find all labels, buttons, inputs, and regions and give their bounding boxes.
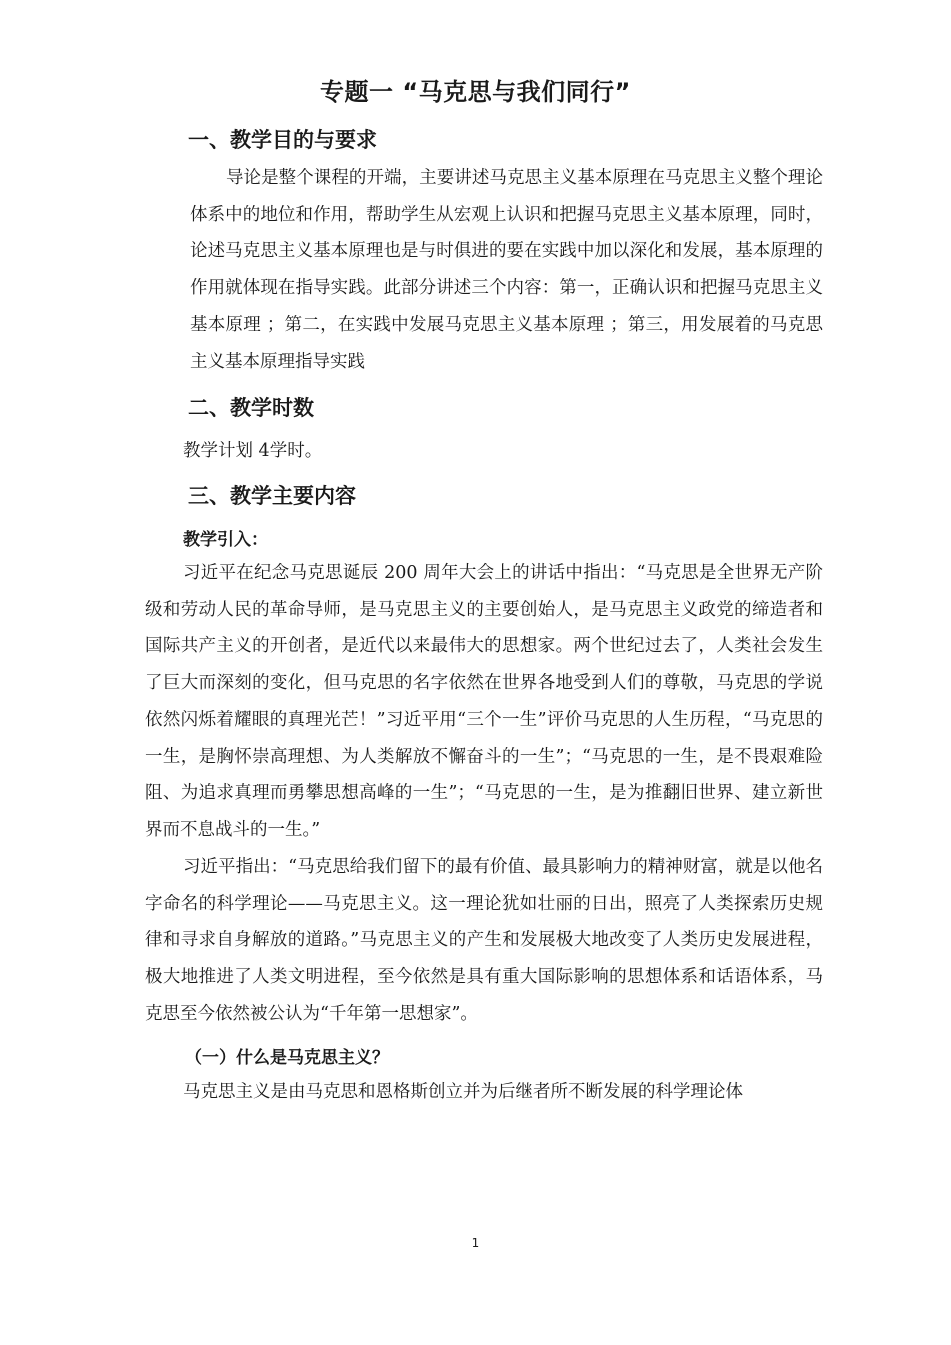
section-heading-hours: 二、教学时数 xyxy=(188,396,314,420)
teaching-hours-text: 教学计划 4学时。 xyxy=(183,441,323,461)
intro-paragraph-1: 习近平在纪念马克思诞辰 200 周年大会上的讲话中指出：“马克思是全世界无产阶级和劳动人民的革命导师，是马克思主义的主要创始人，是马克思主义政党的缔造者和国际共产主义的开创者，是近代以来最伟大的思想家。两个世纪过去了，人类社会发生了巨大而深刻的变化，但马克思的名字依然在世界各地受到人们的尊敬，马克思的学说依然闪烁着耀眼的真理光芒！”习近平用“三个一生”评价马克思的人生历程，“马克思的一生，是胸怀崇高理想、为人类解放不懈奋斗的一生”；“马克思的一生，是不畏艰难险阻、为追求真理而勇攀思想高峰的一生”；“马克思的一生，是为推翻旧世界、建立新世界而不息战斗的一生。” xyxy=(145,563,823,840)
marxism-definition-text: 马克思主义是由马克思和恩格斯创立并为后继者所不断发展的科学理论体 xyxy=(183,1082,743,1102)
teaching-intro-label: 教学引入： xyxy=(183,530,268,550)
page-title: 专题一 “马克思与我们同行” xyxy=(320,78,631,106)
section-heading-content: 三、教学主要内容 xyxy=(188,484,356,508)
page-number: 1 xyxy=(471,1236,480,1250)
objectives-paragraph: 导论是整个课程的开端，主要讲述马克思主义基本原理在马克思主义整个理论体系中的地位和作用，帮助学生从宏观上认识和把握马克思主义基本原理，同时，论述马克思主义基本原理也是与时俱进的要在实践中加以深化和发展，基本原理的作用就体现在指导实践。此部分讲述三个内容：第一，正确认识和把握马克思主义基本原理 ；第二，在实践中发展马克思主义基本原理 ；第三，用发展着的马克思主义基本原理指导实践 xyxy=(190,168,823,372)
intro-paragraph-2: 习近平指出：“马克思给我们留下的最有价值、最具影响力的精神财富，就是以他名字命名的科学理论——马克思主义。这一理论犹如壮丽的日出，照亮了人类探索历史规律和寻求自身解放的道路。”马克思主义的产生和发展极大地改变了人类历史发展进程，极大地推进了人类文明进程，至今依然是具有重大国际影响的思想体系和话语体系，马克思至今依然被公认为“千年第一思想家”。 xyxy=(145,857,823,1024)
subsection-heading-what-is-marxism: （一）什么是马克思主义？ xyxy=(185,1048,389,1068)
section-heading-objectives: 一、教学目的与要求 xyxy=(188,128,377,152)
